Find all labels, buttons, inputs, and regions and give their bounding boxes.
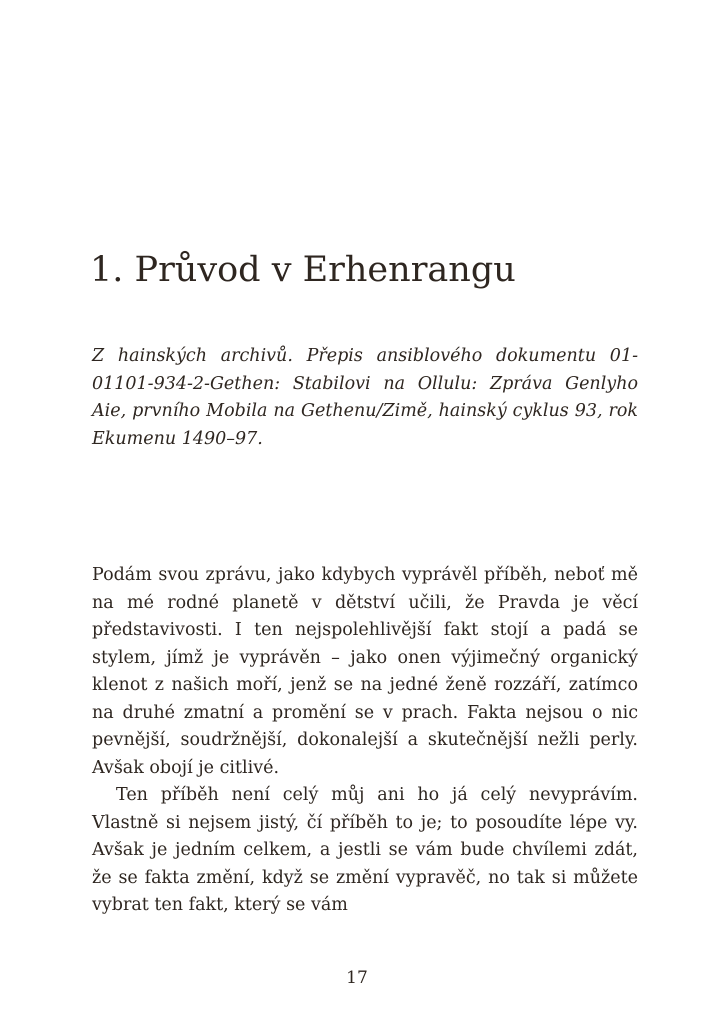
page-number: 17	[346, 968, 368, 988]
chapter-title: 1. Průvod v Erhenrangu	[90, 250, 516, 290]
body-text	[92, 562, 638, 920]
body-paragraph: Podám svou zprávu, jako kdybych vyprávěl příběh, neboť mě na mé rodné planetě v dětství učili, že Pravda je věcí představivosti. I ten nejspolehlivější fakt stojí a padá se stylem, jímž je vyprávěn – jako onen výjimečný organický klenot z našich moří, jenž se na jedné ženě rozzáří, zatímco na druhé zmatní a promění se v prach. Fakta nejsou o nic pevnější, soudržnější, dokonalejší a skutečnější nežli perly. Avšak obojí je citlivé.	[92, 565, 638, 778]
archive-note: Z hainských archivů. Přepis ansiblového dokumentu 01-01101-934-2-Gethen: Stabilovi na Ollulu: Zpráva Genlyho Aie, prvního Mobila na Gethenu/Zimě, hainský cyklus 93, rok Ekumenu 1490–97.	[92, 346, 638, 449]
body-paragraph: Ten příběh není celý můj ani ho já celý nevyprávím. Vlastně si nejsem jistý, čí příběh to je; to posoudíte lépe vy. Avšak je jedním celkem, a jestli se vám bude chvílemi zdát, že se fakta změní, když se změní vypravěč, no tak si můžete vybrat ten fakt, který se vám	[92, 785, 638, 915]
